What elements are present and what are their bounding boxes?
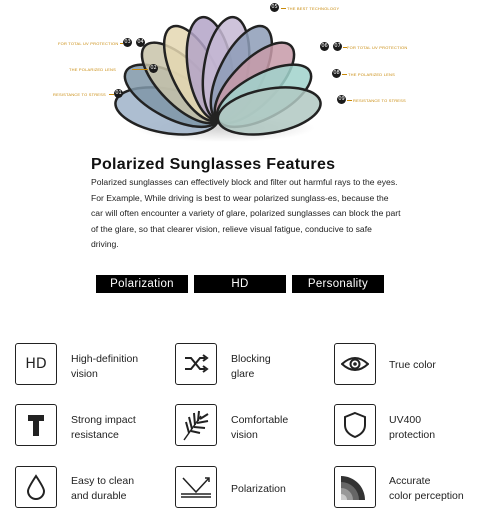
color-fan-icon bbox=[334, 466, 376, 508]
tab-personality[interactable]: Personality bbox=[292, 275, 384, 293]
feature-line1: Easy to clean bbox=[71, 475, 135, 487]
feature-hd-vision bbox=[71, 352, 171, 382]
label-left-uv-protection: FOR TOTAL UV PROTECTION bbox=[58, 41, 119, 46]
label-number-04: 04 bbox=[137, 39, 144, 45]
label-number-03: 03 bbox=[124, 39, 131, 45]
label-best-technology: THE BEST TECHNOLOGY bbox=[287, 6, 340, 11]
feature-line1: True color bbox=[389, 359, 436, 371]
page-title: Polarized Sunglasses Features bbox=[91, 156, 336, 173]
label-number-06: 06 bbox=[321, 43, 328, 49]
label-number-05: 05 bbox=[271, 4, 278, 10]
feature-polarization bbox=[231, 482, 331, 497]
label-left-polarized-lens: THE POLARIZED LENS bbox=[69, 67, 116, 72]
label-number-07: 07 bbox=[334, 43, 341, 49]
label-number-08: 08 bbox=[333, 70, 340, 76]
feature-line1: Comfortable bbox=[231, 414, 289, 426]
label-right-uv-protection: FOR TOTAL UV PROTECTION bbox=[347, 45, 408, 50]
label-number-02: 02 bbox=[150, 65, 157, 71]
leader-line bbox=[347, 100, 352, 101]
feature-line1: High-definition bbox=[71, 353, 139, 365]
feature-accurate-color bbox=[389, 474, 480, 504]
shuffle-icon bbox=[175, 343, 217, 385]
feature-line1: Strong impact bbox=[71, 414, 136, 426]
tab-hd[interactable]: HD bbox=[194, 275, 286, 293]
shield-icon bbox=[334, 404, 376, 446]
feature-line2: color perception bbox=[389, 490, 464, 502]
feature-comfortable-vision bbox=[231, 413, 331, 443]
lens-fan-diagram bbox=[40, 0, 440, 145]
description-text: Polarized sunglasses can effectively block and filter out harmful rays to the eyes. For Example, While driving is best to wear polarized sunglass-es, because the car will often encounter a variety of glare, polarized sunglasses can block the part of the glare, so that clearer vision, relieve visual fatigue, conducive to safe driving. bbox=[91, 177, 401, 249]
feature-line2: glare bbox=[231, 368, 255, 380]
feather-icon bbox=[175, 404, 217, 446]
feature-line2: protection bbox=[389, 429, 436, 441]
feature-line1: UV400 bbox=[389, 414, 422, 426]
hd-icon bbox=[15, 343, 57, 385]
label-number-09: 09 bbox=[338, 96, 345, 102]
feature-line1: Blocking bbox=[231, 353, 271, 365]
tab-polarization[interactable]: Polarization bbox=[96, 275, 188, 293]
label-left-resistance-stress: RESISTANCE TO STRESS bbox=[53, 92, 106, 97]
feature-uv400 bbox=[389, 413, 480, 443]
label-right-polarized-lens: THE POLARIZED LENS bbox=[348, 72, 395, 77]
label-right-resistance-stress: RESISTANCE TO STRESS bbox=[353, 98, 406, 103]
feature-true-color bbox=[389, 358, 480, 373]
feature-blocking-glare bbox=[231, 352, 331, 382]
feature-easy-clean bbox=[71, 474, 171, 504]
feature-line1: Accurate bbox=[389, 475, 431, 487]
feature-line2: vision bbox=[231, 429, 258, 441]
drop-icon bbox=[15, 466, 57, 508]
leader-line bbox=[342, 74, 347, 75]
hd-icon-text: HD bbox=[25, 356, 47, 372]
feature-line2: resistance bbox=[71, 429, 119, 441]
polarization-icon bbox=[175, 466, 217, 508]
feature-impact-resistance bbox=[71, 413, 171, 443]
feature-line2: and durable bbox=[71, 490, 127, 502]
hammer-icon bbox=[15, 404, 57, 446]
eye-icon bbox=[334, 343, 376, 385]
feature-line2: vision bbox=[71, 368, 98, 380]
label-number-01: 01 bbox=[115, 90, 122, 96]
leader-line bbox=[132, 69, 148, 70]
feature-line1: Polarization bbox=[231, 483, 286, 495]
leader-line bbox=[281, 8, 286, 9]
